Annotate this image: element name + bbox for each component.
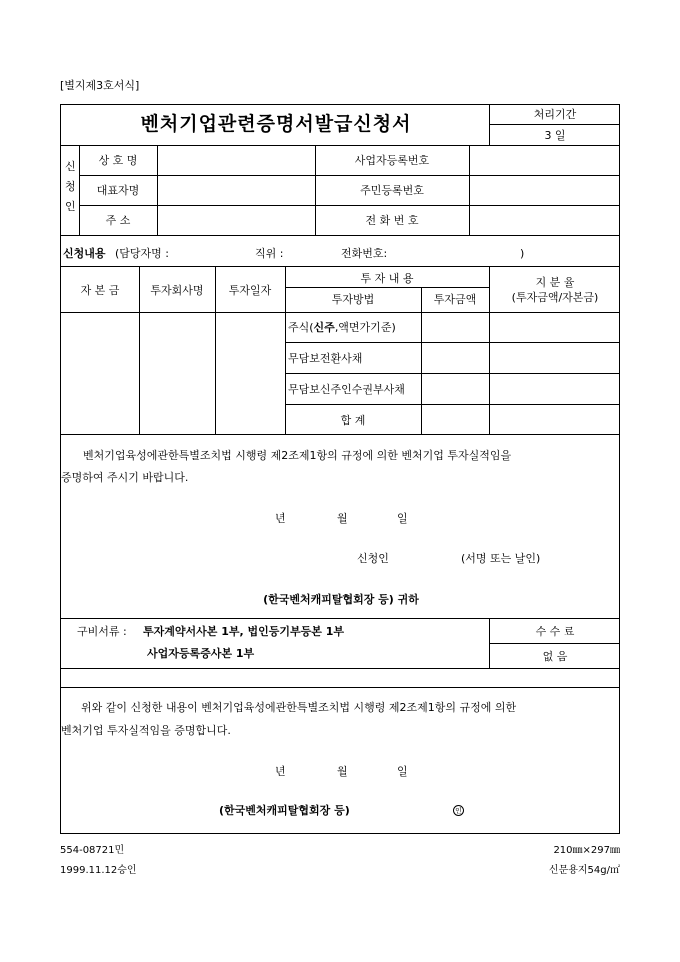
fee-value: 없 음 [542,650,568,663]
required-docs-line-2: 사업자등록증사본 1부 [147,647,255,660]
applicant-group-char-2: 청 [65,180,76,193]
equity-ratio-subheader: (투자금액/자본금) [511,291,599,304]
processing-period-label: 처리기간 [533,108,577,121]
convertible-bond-row: 무담보전환사채 [288,352,363,365]
equity-ratio-header: 지 분 율 [535,276,575,289]
certificate-month: 월 [337,765,348,778]
address-label: 주 소 [105,214,131,227]
certificate-year: 년 [275,765,286,778]
resident-reg-no-label: 주민등록번호 [360,184,424,197]
certificate-line-2: 벤처기업 투자실적임을 증명합니다. [61,724,231,737]
request-close-paren: ) [520,247,525,260]
request-contents-label: 신청내용 [63,247,106,260]
form-title: 벤처기업관련증명서발급신청서 [140,113,412,135]
manager-name-label: (담당자명 : [115,247,169,260]
applicant-group-char-3: 인 [65,200,76,213]
warrant-bond-row: 무담보신주인수권부사채 [288,383,405,396]
representative-label: 대표자명 [96,184,140,197]
investment-amount-header: 투자금액 [433,293,477,306]
certificate-line-1: 위와 같이 신청한 내용이 벤처기업육성에관한특별조치법 시행령 제2조제1항의 규정에 의한 [81,701,517,714]
investment-date-header: 투자일자 [228,284,272,297]
addressee: (한국벤처캐피탈협회장 등) 귀하 [263,593,419,606]
statement-year: 년 [275,512,286,525]
total-row: 합 계 [340,414,366,427]
business-reg-no-label: 사업자등록번호 [354,154,430,167]
form-number-label: [별지제3호서식] [60,79,140,92]
company-name-label: 상 호 명 [98,154,138,167]
fee-label: 수 수 료 [535,625,575,638]
investment-method-header: 투자방법 [331,293,375,306]
capital-header: 자 본 금 [80,284,120,297]
statement-day: 일 [397,512,408,525]
approval-date: 1999.11.12승인 [60,865,137,876]
seal-icon: 인 [453,804,464,816]
issuer: (한국벤처캐피탈협회장 등) [219,804,350,817]
investment-content-header: 투 자 내 용 [360,272,414,285]
paper-type: 신문용지54g/㎡ [548,865,620,876]
paper-size: 210㎜×297㎜ [553,845,620,856]
required-docs-line-1: 투자계약서사본 1부, 법인등기부등본 1부 [143,625,344,638]
processing-period-value: 3 일 [544,129,566,142]
applicant-group-char-1: 신 [65,160,76,173]
stock-method-row: 주식(신주,액면가기준) [288,321,396,334]
manager-position-label: 직위 : [255,247,284,260]
statement-line-1: 벤처기업육성에관한특별조치법 시행령 제2조제1항의 규정에 의한 벤처기업 투자실적임을 [83,449,512,462]
application-form [60,104,620,834]
manager-phone-label: 전화번호: [341,247,388,260]
form-code: 554-08721민 [60,845,125,856]
applicant-sign-label: 신청인 [357,552,389,565]
statement-month: 월 [337,512,348,525]
signature-note: (서명 또는 날인) [461,552,541,565]
statement-line-2: 증명하여 주시기 바랍니다. [61,471,189,484]
invested-company-header: 투자회사명 [150,284,204,297]
certificate-day: 일 [397,765,408,778]
required-docs-label: 구비서류 : [77,625,127,638]
phone-label: 전 화 번 호 [365,214,419,227]
